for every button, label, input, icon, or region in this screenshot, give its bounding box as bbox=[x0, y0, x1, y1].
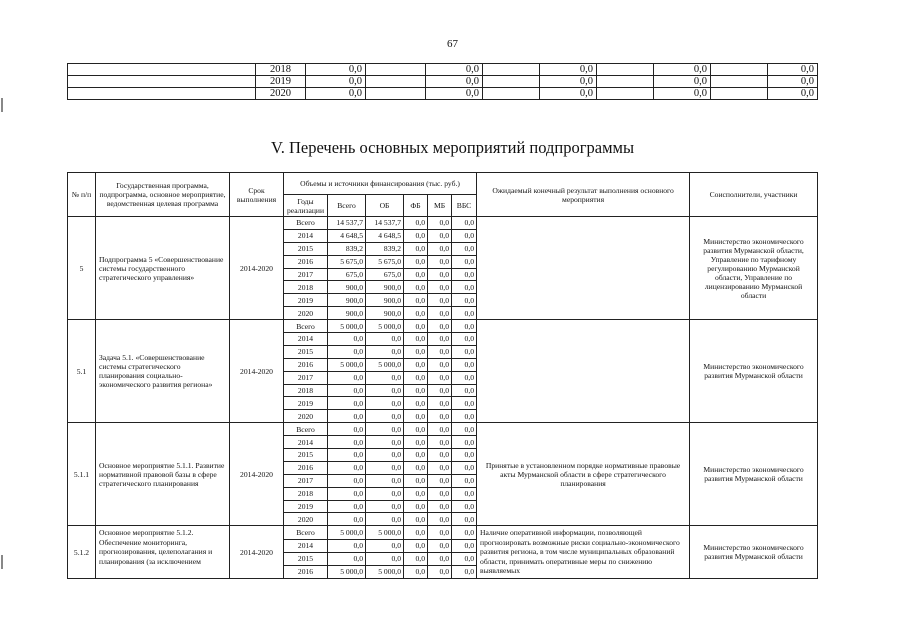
value-cell: 0,0 bbox=[306, 88, 366, 100]
program-name: Задача 5.1. «Совершенствование системы стратегического планирования социально-экономического развития региона» bbox=[96, 320, 230, 423]
mb-cell: 0,0 bbox=[428, 500, 452, 513]
blank-cell bbox=[68, 64, 256, 76]
row-number: 5.1.1 bbox=[68, 423, 96, 526]
vbs-cell: 0,0 bbox=[452, 436, 477, 449]
year-cell: 2016 bbox=[284, 358, 328, 371]
fb-cell: 0,0 bbox=[404, 320, 428, 333]
total-cell: 0,0 bbox=[328, 333, 366, 346]
total-cell: 0,0 bbox=[328, 423, 366, 436]
header-term: Срок выполнения bbox=[230, 173, 284, 217]
blank-cell bbox=[597, 88, 654, 100]
ob-cell: 900,0 bbox=[366, 281, 404, 294]
value-cell: 0,0 bbox=[426, 88, 483, 100]
total-cell: 5 000,0 bbox=[328, 358, 366, 371]
mb-cell: 0,0 bbox=[428, 217, 452, 230]
blank-cell bbox=[597, 76, 654, 88]
total-cell: 14 537,7 bbox=[328, 217, 366, 230]
fb-cell: 0,0 bbox=[404, 294, 428, 307]
value-cell: 0,0 bbox=[540, 88, 597, 100]
header-num: № п/п bbox=[68, 173, 96, 217]
ob-cell: 0,0 bbox=[366, 487, 404, 500]
executors: Министерство экономического развития Мурманской области bbox=[690, 526, 818, 579]
total-cell: 0,0 bbox=[328, 410, 366, 423]
continuation-row bbox=[68, 76, 818, 88]
ob-cell: 900,0 bbox=[366, 307, 404, 320]
year-cell: 2017 bbox=[284, 371, 328, 384]
header-ob: ОБ bbox=[366, 195, 404, 217]
header-mb: МБ bbox=[428, 195, 452, 217]
value-cell: 0,0 bbox=[654, 76, 711, 88]
fb-cell: 0,0 bbox=[404, 371, 428, 384]
ob-cell: 4 648,5 bbox=[366, 229, 404, 242]
vbs-cell: 0,0 bbox=[452, 217, 477, 230]
total-cell: 0,0 bbox=[328, 552, 366, 565]
blank-cell bbox=[366, 76, 426, 88]
total-cell: 0,0 bbox=[328, 487, 366, 500]
total-cell: 5 675,0 bbox=[328, 255, 366, 268]
fb-cell: 0,0 bbox=[404, 333, 428, 346]
total-cell: 0,0 bbox=[328, 461, 366, 474]
total-cell: 5 000,0 bbox=[328, 320, 366, 333]
total-cell: 0,0 bbox=[328, 500, 366, 513]
fb-cell: 0,0 bbox=[404, 423, 428, 436]
fb-cell: 0,0 bbox=[404, 565, 428, 578]
blank-cell bbox=[711, 76, 768, 88]
year-cell: 2020 bbox=[284, 410, 328, 423]
mb-cell: 0,0 bbox=[428, 345, 452, 358]
ob-cell: 5 000,0 bbox=[366, 526, 404, 539]
executors: Министерство экономического развития Мурманской области, Управление по тарифному регулированию Мурманской области, Управление по лицензированию Мурманской области bbox=[690, 217, 818, 320]
year-cell: 2017 bbox=[284, 474, 328, 487]
header-total: Всего bbox=[328, 195, 366, 217]
value-cell: 0,0 bbox=[426, 76, 483, 88]
executors: Министерство экономического развития Мурманской области bbox=[690, 320, 818, 423]
fb-cell: 0,0 bbox=[404, 513, 428, 526]
blank-cell bbox=[366, 64, 426, 76]
table-row bbox=[68, 423, 818, 436]
ob-cell: 0,0 bbox=[366, 333, 404, 346]
ob-cell: 675,0 bbox=[366, 268, 404, 281]
year-cell: Всего bbox=[284, 320, 328, 333]
ob-cell: 0,0 bbox=[366, 436, 404, 449]
mb-cell: 0,0 bbox=[428, 565, 452, 578]
mb-cell: 0,0 bbox=[428, 461, 452, 474]
header-executors: Соисполнители, участники bbox=[690, 173, 818, 217]
fb-cell: 0,0 bbox=[404, 552, 428, 565]
table-row bbox=[68, 217, 818, 230]
blank-cell bbox=[483, 76, 540, 88]
vbs-cell: 0,0 bbox=[452, 397, 477, 410]
header-years: Годы реализации bbox=[284, 195, 328, 217]
header-vbs: ВБС bbox=[452, 195, 477, 217]
executors: Министерство экономического развития Мурманской области bbox=[690, 423, 818, 526]
fb-cell: 0,0 bbox=[404, 229, 428, 242]
value-cell: 0,0 bbox=[306, 64, 366, 76]
ob-cell: 5 675,0 bbox=[366, 255, 404, 268]
fb-cell: 0,0 bbox=[404, 410, 428, 423]
vbs-cell: 0,0 bbox=[452, 461, 477, 474]
year-cell: 2014 bbox=[284, 333, 328, 346]
total-cell: 0,0 bbox=[328, 513, 366, 526]
year-cell: Всего bbox=[284, 217, 328, 230]
ob-cell: 0,0 bbox=[366, 552, 404, 565]
fb-cell: 0,0 bbox=[404, 307, 428, 320]
vbs-cell: 0,0 bbox=[452, 255, 477, 268]
mb-cell: 0,0 bbox=[428, 333, 452, 346]
table-row bbox=[68, 320, 818, 333]
vbs-cell: 0,0 bbox=[452, 449, 477, 462]
ob-cell: 839,2 bbox=[366, 242, 404, 255]
fb-cell: 0,0 bbox=[404, 268, 428, 281]
vbs-cell: 0,0 bbox=[452, 333, 477, 346]
value-cell: 0,0 bbox=[654, 88, 711, 100]
value-cell: 0,0 bbox=[768, 88, 818, 100]
total-cell: 0,0 bbox=[328, 474, 366, 487]
fb-cell: 0,0 bbox=[404, 474, 428, 487]
ob-cell: 900,0 bbox=[366, 294, 404, 307]
vbs-cell: 0,0 bbox=[452, 320, 477, 333]
year-cell: 2020 bbox=[284, 513, 328, 526]
year-cell: 2018 bbox=[284, 487, 328, 500]
vbs-cell: 0,0 bbox=[452, 526, 477, 539]
vbs-cell: 0,0 bbox=[452, 268, 477, 281]
value-cell: 0,0 bbox=[768, 76, 818, 88]
ob-cell: 0,0 bbox=[366, 461, 404, 474]
fb-cell: 0,0 bbox=[404, 449, 428, 462]
fb-cell: 0,0 bbox=[404, 500, 428, 513]
vbs-cell: 0,0 bbox=[452, 281, 477, 294]
ob-cell: 5 000,0 bbox=[366, 358, 404, 371]
year-cell: 2019 bbox=[284, 294, 328, 307]
fb-cell: 0,0 bbox=[404, 436, 428, 449]
continuation-row bbox=[68, 88, 818, 100]
term: 2014-2020 bbox=[230, 423, 284, 526]
ob-cell: 14 537,7 bbox=[366, 217, 404, 230]
term: 2014-2020 bbox=[230, 526, 284, 579]
year-cell: 2015 bbox=[284, 449, 328, 462]
fb-cell: 0,0 bbox=[404, 281, 428, 294]
year-cell: 2014 bbox=[284, 229, 328, 242]
blank-cell bbox=[711, 88, 768, 100]
continuation-table bbox=[67, 63, 818, 100]
ob-cell: 0,0 bbox=[366, 500, 404, 513]
ob-cell: 0,0 bbox=[366, 513, 404, 526]
total-cell: 839,2 bbox=[328, 242, 366, 255]
ob-cell: 0,0 bbox=[366, 410, 404, 423]
fb-cell: 0,0 bbox=[404, 345, 428, 358]
mb-cell: 0,0 bbox=[428, 294, 452, 307]
mb-cell: 0,0 bbox=[428, 410, 452, 423]
total-cell: 0,0 bbox=[328, 371, 366, 384]
year-cell: 2019 bbox=[284, 397, 328, 410]
mb-cell: 0,0 bbox=[428, 474, 452, 487]
vbs-cell: 0,0 bbox=[452, 294, 477, 307]
value-cell: 0,0 bbox=[426, 64, 483, 76]
ob-cell: 0,0 bbox=[366, 371, 404, 384]
year-cell: 2020 bbox=[284, 307, 328, 320]
value-cell: 0,0 bbox=[768, 64, 818, 76]
ob-cell: 5 000,0 bbox=[366, 320, 404, 333]
mb-cell: 0,0 bbox=[428, 371, 452, 384]
vbs-cell: 0,0 bbox=[452, 345, 477, 358]
mb-cell: 0,0 bbox=[428, 436, 452, 449]
total-cell: 0,0 bbox=[328, 384, 366, 397]
mb-cell: 0,0 bbox=[428, 487, 452, 500]
section-title: V. Перечень основных мероприятий подпрограммы bbox=[270, 138, 635, 157]
year-cell: 2016 bbox=[284, 565, 328, 578]
fb-cell: 0,0 bbox=[404, 539, 428, 552]
page-number: 67 bbox=[447, 38, 458, 50]
blank-cell bbox=[68, 88, 256, 100]
fb-cell: 0,0 bbox=[404, 384, 428, 397]
ob-cell: 0,0 bbox=[366, 397, 404, 410]
year-cell: 2015 bbox=[284, 552, 328, 565]
year-cell: 2016 bbox=[284, 255, 328, 268]
blank-cell bbox=[483, 88, 540, 100]
total-cell: 4 648,5 bbox=[328, 229, 366, 242]
fb-cell: 0,0 bbox=[404, 255, 428, 268]
program-name: Основное мероприятие 5.1.2. Обеспечение мониторинга, прогнозирования, целеполагания и планирования (за исключением bbox=[96, 526, 230, 579]
vbs-cell: 0,0 bbox=[452, 565, 477, 578]
total-cell: 900,0 bbox=[328, 281, 366, 294]
mb-cell: 0,0 bbox=[428, 397, 452, 410]
mb-cell: 0,0 bbox=[428, 358, 452, 371]
mb-cell: 0,0 bbox=[428, 526, 452, 539]
ob-cell: 5 000,0 bbox=[366, 565, 404, 578]
mb-cell: 0,0 bbox=[428, 255, 452, 268]
row-number: 5 bbox=[68, 217, 96, 320]
mb-cell: 0,0 bbox=[428, 320, 452, 333]
total-cell: 5 000,0 bbox=[328, 565, 366, 578]
total-cell: 900,0 bbox=[328, 307, 366, 320]
year-cell: 2018 bbox=[284, 384, 328, 397]
year-cell: 2016 bbox=[284, 461, 328, 474]
fb-cell: 0,0 bbox=[404, 461, 428, 474]
expected-result bbox=[477, 217, 690, 320]
value-cell: 0,0 bbox=[540, 76, 597, 88]
year-cell: 2017 bbox=[284, 268, 328, 281]
ob-cell: 0,0 bbox=[366, 384, 404, 397]
activities-table bbox=[67, 172, 818, 579]
term: 2014-2020 bbox=[230, 217, 284, 320]
fb-cell: 0,0 bbox=[404, 358, 428, 371]
expected-result bbox=[477, 320, 690, 423]
blank-cell bbox=[711, 64, 768, 76]
mb-cell: 0,0 bbox=[428, 552, 452, 565]
fb-cell: 0,0 bbox=[404, 397, 428, 410]
expected-result: Наличие оперативной информации, позволяющей прогнозировать возможные риски социально-экономического развития региона, в том числе муниципальных образований области, принимать оперативные меры по снижению выявляемых bbox=[477, 526, 690, 579]
continuation-row bbox=[68, 64, 818, 76]
year-cell: 2018 bbox=[284, 281, 328, 294]
total-cell: 0,0 bbox=[328, 539, 366, 552]
year-cell: 2015 bbox=[284, 345, 328, 358]
fb-cell: 0,0 bbox=[404, 217, 428, 230]
mb-cell: 0,0 bbox=[428, 384, 452, 397]
fb-cell: 0,0 bbox=[404, 487, 428, 500]
header-program: Государственная программа, подпрограмма, основное мероприятие, ведомственная целевая программа bbox=[96, 173, 230, 217]
mb-cell: 0,0 bbox=[428, 539, 452, 552]
vbs-cell: 0,0 bbox=[452, 384, 477, 397]
year-cell: 2019 bbox=[256, 76, 306, 88]
total-cell: 5 000,0 bbox=[328, 526, 366, 539]
year-cell: 2014 bbox=[284, 436, 328, 449]
scan-edge-mark bbox=[1, 555, 3, 569]
value-cell: 0,0 bbox=[654, 64, 711, 76]
blank-cell bbox=[597, 64, 654, 76]
value-cell: 0,0 bbox=[306, 76, 366, 88]
row-number: 5.1.2 bbox=[68, 526, 96, 579]
term: 2014-2020 bbox=[230, 320, 284, 423]
year-cell: Всего bbox=[284, 423, 328, 436]
mb-cell: 0,0 bbox=[428, 449, 452, 462]
total-cell: 0,0 bbox=[328, 449, 366, 462]
vbs-cell: 0,0 bbox=[452, 371, 477, 384]
vbs-cell: 0,0 bbox=[452, 513, 477, 526]
mb-cell: 0,0 bbox=[428, 307, 452, 320]
total-cell: 0,0 bbox=[328, 397, 366, 410]
vbs-cell: 0,0 bbox=[452, 500, 477, 513]
row-number: 5.1 bbox=[68, 320, 96, 423]
ob-cell: 0,0 bbox=[366, 474, 404, 487]
vbs-cell: 0,0 bbox=[452, 307, 477, 320]
blank-cell bbox=[68, 76, 256, 88]
vbs-cell: 0,0 bbox=[452, 487, 477, 500]
vbs-cell: 0,0 bbox=[452, 229, 477, 242]
fb-cell: 0,0 bbox=[404, 526, 428, 539]
vbs-cell: 0,0 bbox=[452, 423, 477, 436]
blank-cell bbox=[366, 88, 426, 100]
total-cell: 0,0 bbox=[328, 436, 366, 449]
mb-cell: 0,0 bbox=[428, 242, 452, 255]
year-cell: Всего bbox=[284, 526, 328, 539]
vbs-cell: 0,0 bbox=[452, 358, 477, 371]
vbs-cell: 0,0 bbox=[452, 552, 477, 565]
total-cell: 900,0 bbox=[328, 294, 366, 307]
header-funding: Объемы и источники финансирования (тыс. руб.) bbox=[284, 173, 477, 195]
program-name: Основное мероприятие 5.1.1. Развитие нормативной правовой базы в сфере стратегического планирования bbox=[96, 423, 230, 526]
year-cell: 2015 bbox=[284, 242, 328, 255]
year-cell: 2019 bbox=[284, 500, 328, 513]
ob-cell: 0,0 bbox=[366, 539, 404, 552]
vbs-cell: 0,0 bbox=[452, 539, 477, 552]
mb-cell: 0,0 bbox=[428, 423, 452, 436]
table-row bbox=[68, 526, 818, 539]
program-name: Подпрограмма 5 «Совершенствование системы государственного стратегического управления» bbox=[96, 217, 230, 320]
ob-cell: 0,0 bbox=[366, 449, 404, 462]
year-cell: 2018 bbox=[256, 64, 306, 76]
fb-cell: 0,0 bbox=[404, 242, 428, 255]
blank-cell bbox=[483, 64, 540, 76]
total-cell: 675,0 bbox=[328, 268, 366, 281]
total-cell: 0,0 bbox=[328, 345, 366, 358]
mb-cell: 0,0 bbox=[428, 229, 452, 242]
expected-result: Принятые в установленном порядке нормативные правовые акты Мурманской области в сфере стратегического планирования bbox=[477, 423, 690, 526]
header-result: Ожидаемый конечный результат выполнения основного мероприятия bbox=[477, 173, 690, 217]
year-cell: 2014 bbox=[284, 539, 328, 552]
vbs-cell: 0,0 bbox=[452, 410, 477, 423]
ob-cell: 0,0 bbox=[366, 345, 404, 358]
ob-cell: 0,0 bbox=[366, 423, 404, 436]
vbs-cell: 0,0 bbox=[452, 474, 477, 487]
mb-cell: 0,0 bbox=[428, 281, 452, 294]
header-fb: ФБ bbox=[404, 195, 428, 217]
year-cell: 2020 bbox=[256, 88, 306, 100]
mb-cell: 0,0 bbox=[428, 268, 452, 281]
scan-edge-mark bbox=[1, 98, 3, 112]
mb-cell: 0,0 bbox=[428, 513, 452, 526]
value-cell: 0,0 bbox=[540, 64, 597, 76]
vbs-cell: 0,0 bbox=[452, 242, 477, 255]
